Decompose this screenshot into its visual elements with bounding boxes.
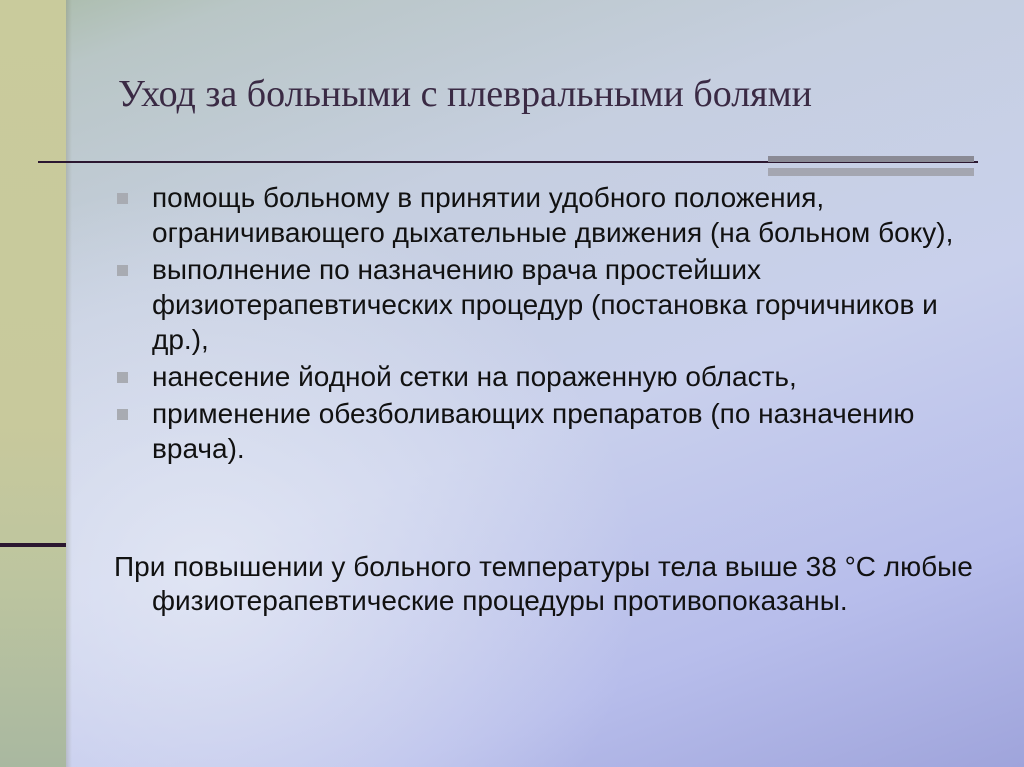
title-divider-accent — [768, 156, 974, 162]
slide-title: Уход за больными с плевральными болями — [118, 73, 813, 115]
title-divider-accent-lower — [768, 168, 974, 176]
left-decor-mark — [0, 543, 66, 547]
bullet-item — [114, 359, 994, 394]
bullet-item — [114, 180, 994, 250]
bullet-text: помощь больному в принятии удобного положения, ограничивающего дыхательные движения (на больном боку), — [152, 182, 954, 248]
bullet-text: выполнение по назначению врача простейших физиотерапевтических процедур (постановка горчичников и др.), — [152, 254, 938, 355]
square-bullet-icon — [117, 193, 128, 204]
square-bullet-icon — [117, 409, 128, 420]
bullet-item — [114, 396, 994, 466]
bullet-text: применение обезболивающих препаратов (по назначению врача). — [152, 398, 915, 464]
left-decor-band — [0, 0, 66, 767]
bullet-text: нанесение йодной сетки на пораженную область, — [152, 361, 797, 392]
temperature-note: При повышении у больного температуры тела выше 38 °С любые физиотерапевтические процедуры противопоказаны. — [114, 551, 973, 616]
bullet-item — [114, 252, 994, 357]
bullet-list — [114, 180, 994, 468]
left-decor-shadow — [66, 0, 72, 767]
square-bullet-icon — [117, 372, 128, 383]
square-bullet-icon — [117, 265, 128, 276]
